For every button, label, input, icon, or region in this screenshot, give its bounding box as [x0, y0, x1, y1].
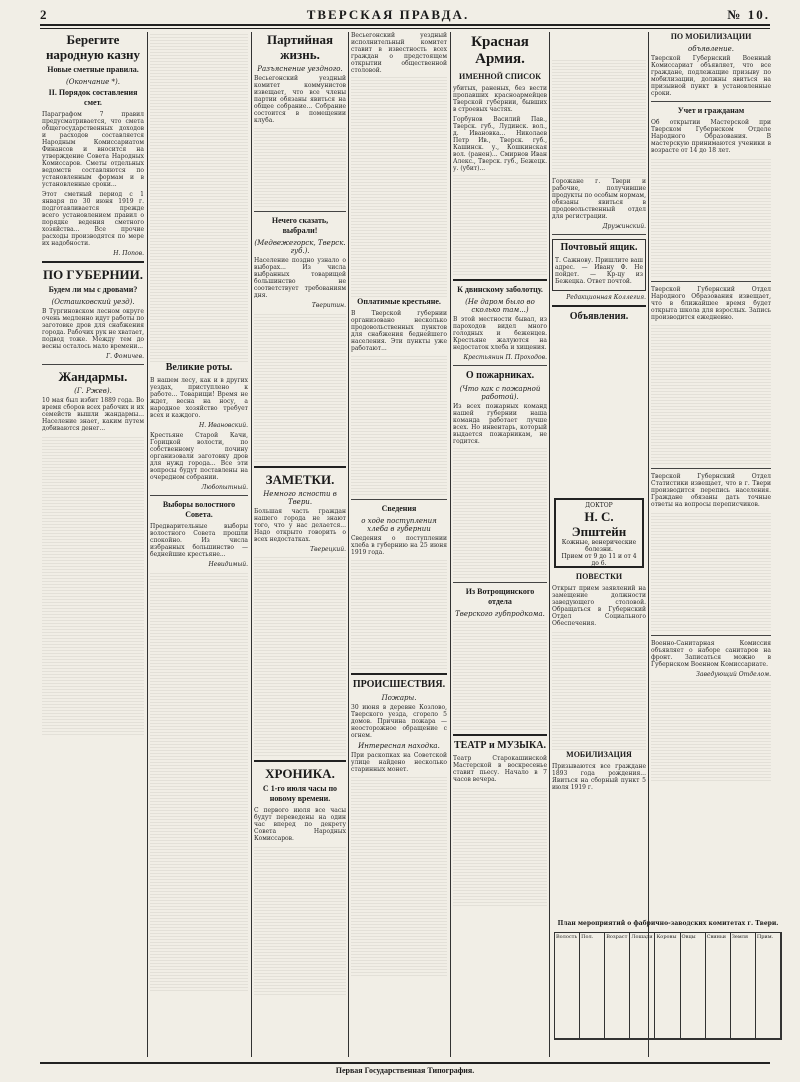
article-signature: Невидимый. — [208, 561, 248, 568]
article-note: (Медвежегорск, Тверск. губ.). — [254, 239, 346, 255]
column-6-lower — [552, 572, 646, 912]
article-heading: ТЕАТР и МУЗЫКА. — [454, 740, 546, 751]
statistics-table — [554, 932, 782, 1040]
article-heading: Будем ли мы с дровами? — [48, 285, 138, 294]
text-block — [150, 32, 248, 362]
separator — [453, 279, 547, 281]
separator — [651, 281, 771, 282]
article-heading: Великие роты. — [165, 362, 233, 373]
issue-number: № 10. — [727, 6, 770, 22]
article-heading: Оплатимые крестьяне. — [357, 297, 441, 306]
table-header-cell: Коровы — [655, 933, 680, 1039]
table-header-cell: Лошади — [630, 933, 655, 1039]
column-5 — [453, 32, 547, 1057]
article-note: Пожары. — [381, 694, 417, 702]
text-block — [453, 620, 547, 730]
article-heading: Партийная жизнь. — [266, 32, 334, 62]
article-heading: МОБИЛИЗАЦИЯ — [566, 750, 632, 759]
article-body: Крестьяне Старой Качи, Горицкой волости, по собственному почину организовали заготовку дров для нужд города... Все эти вопросы будут поставлены на очередном собрании. — [150, 432, 248, 481]
article-body: В Тургиновском лесном округе очень медленно идут работы по заготовке дров для снабжения города. Рабочих рук не хватает, подвод тоже. Между тем до весны осталось мало времени... — [42, 308, 144, 350]
article-body: Горожане г. Твери и рабочие, получившие продукты по особым нормам, обязаны явиться в продовольственный отдел для регистрации. — [552, 178, 646, 220]
article-body: убитых, раненых, без вести пропавших красноармейцев Тверской губернии, бывших в строевых частях. — [453, 85, 547, 113]
article-note: объявление. — [688, 45, 734, 53]
table-header-cell: Прим. — [756, 933, 781, 1039]
column-3 — [254, 32, 346, 1057]
text-block — [254, 312, 346, 462]
column-divider — [549, 32, 550, 1057]
article-body: В нашем лесу, как и в других уездах, приступлено к работе... Товарищи! Время не ждет, весна на носу, а народное хозяйство требует всех и каждого. — [150, 377, 248, 419]
article-heading: ХРОНИКА. — [265, 766, 335, 781]
text-block — [351, 776, 447, 976]
doctor-advertisement — [554, 498, 644, 568]
ad-line: Кожные, венерические болезни. — [561, 539, 637, 553]
top-rule — [40, 24, 770, 26]
article-body: Сведения о поступлении хлеба в губернию на 25 июня 1919 года. — [351, 535, 447, 556]
article-body: Горбунов Василий Пав., Тверск. губ., Лудинск. вол., д. Ивановка... Николаев Петр Ив., Тверск. губ., Кашинск. у., Кошкинская вол. (ранен)... Смирнов Иван Алекс., Тверск. губ., Бежецк. у. (убит)... — [453, 116, 547, 172]
section-title: II. Порядок составления смет. — [48, 88, 138, 107]
article-note: (Что как с пожарной работой). — [459, 385, 541, 401]
article-body: Тверской Губернский Отдел Народного Образования извещает, что в ближайшее время будет открыта школа для взрослых. Запись производится ежедневно. — [651, 286, 771, 321]
mailbox-section — [552, 239, 646, 291]
column-7 — [651, 32, 771, 912]
article-body: В этой местности бывал, из пароходов видел много голодных и беженцев. Крестьяне жалуются на недостаток хлеба и хищения. — [453, 316, 547, 351]
separator — [42, 364, 144, 365]
table-header-cell: Свиньи — [706, 933, 731, 1039]
text-block — [42, 435, 144, 735]
table-title: План мероприятий о фабрично-заводских комитетах г. Твери. — [557, 920, 779, 927]
article-note: (Г. Ржев). — [74, 387, 112, 395]
column-6 — [552, 32, 646, 452]
article-signature: Тверецкий. — [310, 546, 346, 553]
article-body: Большая часть граждан нашего города не знают того, что у нас делается... Надо открыто говорить о всех недостатках. — [254, 508, 346, 543]
article-body: Весьегонский уездный комитет коммунистов извещает, что все члены партии обязаны явиться на общее собрание... Собрание состоится в помещении клуба. — [254, 75, 346, 124]
article-body: Тверской Губернский Отдел Статистики извещает, что в г. Твери производится перепись населения. Граждане обязаны дать точные ответы на вопросы переписчиков. — [651, 473, 771, 508]
article-note: (Окончание *). — [66, 78, 120, 86]
article-body: Театр Старокашинской Мастерской в воскресенье ставит пьесу. Начало в 7 часов вечера. — [453, 755, 547, 783]
article-body: Этот сметный период с 1 января по 30 июня 1919 г. подготавливается прежде всего установлением правил о порядке ведения сметного хозяйства... Все прочие расходы производятся по мере их надобности. — [42, 191, 144, 247]
text-block — [254, 556, 346, 756]
section-heading: ПО ГУБЕРНИИ. — [42, 267, 144, 282]
article-signature: Тверитин. — [311, 302, 346, 309]
article-body: Об открытии Мастерской при Тверском Губернском Отделе Народного Образования. В мастерскую принимаются ученики в возрасте от 14 до 18 лет. — [651, 119, 771, 154]
top-rule-thin — [40, 28, 770, 29]
editorial-signature: Редакционная Коллегия. — [566, 294, 646, 301]
separator — [254, 211, 346, 212]
ad-name: Н. С. Эпштейн — [571, 509, 627, 539]
article-body: При раскопках на Советской улице найдено несколько старинных монет. — [351, 752, 447, 773]
article-heading: О пожарниках. — [465, 370, 535, 381]
page-number: 2 — [40, 6, 49, 22]
column-divider — [251, 32, 252, 1057]
article-body: В Тверской губернии организовано несколько продовольственных пунктов для снабжения беднейшего населения. Эти пункты уже работают... — [351, 310, 447, 352]
article-signature: Дружинский. — [602, 223, 646, 230]
article-body: Из всех пожарных команд нашей губернии наша команда работает лучше всех. Но инвентарь, который выдается пожарникам, не годится. — [453, 403, 547, 445]
article-heading: Красная Армия. — [471, 34, 529, 67]
column-divider — [348, 32, 349, 1057]
article-signature: Любопытный. — [201, 484, 248, 491]
text-block — [651, 511, 771, 631]
article-body: С первого июля все часы будут переведены на один час вперед по декрету Совета Народных Комиссаров. — [254, 807, 346, 842]
ads-heading: Объявления. — [569, 311, 629, 322]
separator — [552, 305, 646, 307]
ad-label: ДОКТОР — [585, 502, 613, 509]
article-heading: Нечего сказать, выбрали! — [271, 216, 329, 235]
column-divider — [648, 32, 649, 1057]
separator — [150, 495, 248, 496]
newspaper-title: ТВЕРСКАЯ ПРАВДА. — [306, 6, 470, 22]
text-block — [453, 448, 547, 578]
table-header-cell: Возраст — [605, 933, 630, 1039]
article-note: Интересная находка. — [358, 742, 440, 750]
article-signature: Крестьянин П. Проходов. — [463, 354, 547, 361]
printer-footer: Первая Государственная Типография. — [40, 1062, 770, 1074]
article-heading: Почтовый ящик. — [560, 242, 638, 253]
separator — [254, 760, 346, 762]
article-body: 30 июня в деревне Козлово, Тверского уезда, сгорело 5 домов. Причина пожара — неосторожное обращение с огнем. — [351, 704, 447, 739]
column-4 — [351, 32, 447, 1057]
article-heading: ПРОИСШЕСТВИЯ. — [352, 679, 446, 690]
article-body: Предварительные выборы волостного Совета прошли спокойно. Из числа избранных большинство — беднейшие крестьяне... — [150, 523, 248, 558]
column-divider — [450, 32, 451, 1057]
article-body: 10 мая был избит 1889 года. Во время сборов всех рабочих и их семейств вышли жандармы... Население знает, каким путем добиваются денег... — [42, 397, 144, 432]
text-block — [651, 157, 771, 277]
table-header-cell: Земля — [731, 933, 756, 1039]
masthead — [40, 6, 770, 22]
column-divider — [147, 32, 148, 1057]
separator — [42, 261, 144, 263]
separator — [453, 734, 547, 736]
article-subheading: Новые сметные правила. — [47, 65, 139, 74]
text-block — [552, 630, 646, 750]
separator — [254, 466, 346, 468]
article-body: Призываются все граждане 1893 года рождения... Явиться на сборный пункт 5 июля 1919 г. — [552, 763, 646, 791]
article-heading: Сведения — [381, 504, 417, 513]
text-block — [351, 355, 447, 495]
text-block — [651, 324, 771, 464]
text-block — [552, 58, 646, 178]
article-heading: Из Вотрощинского отдела — [465, 587, 535, 606]
article-signature: Г. Фомичев. — [106, 353, 144, 360]
separator — [453, 582, 547, 583]
article-note: Немного ясности в Твери. — [263, 490, 337, 506]
column-1 — [42, 32, 144, 1057]
table-header-cell: Волость — [555, 933, 580, 1039]
article-body: Т. Сажнову. Пришлите ваш адрес. — Ивану Ф. Не пойдет. — Кр-цу из Бежецка. Ответ почтой. — [555, 257, 643, 285]
article-signature: Н. Ивановский. — [199, 422, 248, 429]
article-note: (Осташковский уезд). — [51, 298, 135, 306]
article-body: Население поздно узнало о выборах... Из числа выбранных товарищей большинство не соответствует требованиям дня. — [254, 257, 346, 299]
text-block — [150, 571, 248, 991]
article-signature: Заведующий Отделом. — [696, 671, 771, 678]
article-body: Открыт прием заявлений на замещение должности заведующего столовой. Обращаться в Губернский Отдел Социального Обеспечения. — [552, 585, 646, 627]
separator — [351, 499, 447, 500]
text-block — [254, 127, 346, 207]
article-heading: Жандармы. — [58, 369, 128, 384]
separator — [453, 365, 547, 366]
article-body: Параграфом 7 правил предусматривается, что смета общегосударственных доходов и расходов составляется Народным Комиссариатом Финансов и вносится на утверждение Совета Народных Комиссаров. Сметы отдельных ведомств составляются по установленным формам и в установленные сроки... — [42, 111, 144, 188]
text-block — [351, 559, 447, 669]
article-body: Весьегонский уездный исполнительный комитет ставит в известность всех граждан о предстоящем открытии общественной столовой. — [351, 32, 447, 74]
article-subheading: С 1-го июля часы по новому времени. — [262, 784, 338, 803]
article-note: Тверского губпродкома. — [455, 610, 545, 618]
article-heading: ПО МОБИЛИЗАЦИИ — [670, 32, 752, 41]
article-heading: К двинскому заболотцу. — [457, 285, 543, 294]
text-block — [651, 681, 771, 781]
column-2 — [150, 32, 248, 1057]
article-subheading: ИМЕННОЙ СПИСОК — [458, 72, 542, 81]
text-block — [254, 845, 346, 995]
table-header-cell: Овцы — [681, 933, 706, 1039]
article-note: (Не даром было во сколько там...) — [465, 298, 535, 314]
article-heading: Берегите народную казну — [45, 32, 141, 62]
text-block — [453, 786, 547, 906]
text-block — [351, 77, 447, 297]
article-heading: ПОВЕСТКИ — [575, 572, 623, 581]
separator — [351, 673, 447, 675]
article-heading: ЗАМЕТКИ. — [265, 472, 335, 487]
article-body: Военно-Санитарная Комиссия объявляет о наборе санитаров на фронт. Записаться можно в Губернском Военном Комиссариате. — [651, 640, 771, 668]
ad-line: Прием от 9 до 11 и от 4 до 6. — [561, 553, 637, 567]
article-heading: Учет и гражданам — [677, 106, 745, 115]
article-signature: Н. Попов. — [113, 250, 144, 257]
separator — [552, 234, 646, 235]
separator — [651, 468, 771, 469]
article-note: о ходе поступления хлеба в губернии — [361, 517, 437, 533]
article-body: Тверской Губернский Военный Комиссариат объявляет, что все граждане, подлежащие призыву по мобилизации, должны явиться на призывной пункт в установленные сроки. — [651, 55, 771, 97]
article-note: Разъяснение уездного. — [257, 65, 343, 73]
article-heading: Выборы волостного Совета. — [162, 500, 236, 519]
table-header-cell: Пол. — [580, 933, 605, 1039]
text-block — [453, 175, 547, 275]
separator — [651, 635, 771, 636]
separator — [651, 101, 771, 102]
